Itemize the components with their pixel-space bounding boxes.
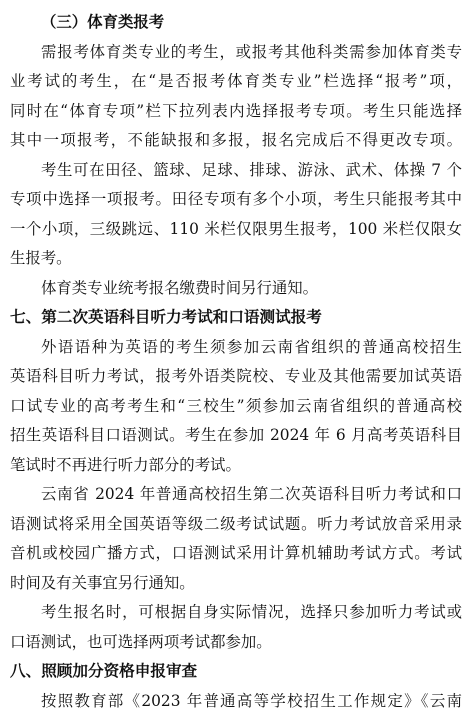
paragraph-line: 口试专业的高考考生和“三校生”须参加云南省组织的普通高校 (10, 392, 462, 422)
paragraph-line: 口语测试，也可选择两项考试都参加。 (10, 628, 462, 658)
paragraph-line: 语测试将采用全国英语等级二级考试试题。听力考试放音采用录 (10, 510, 462, 540)
paragraph-line: 外语语种为英语的考生须参加云南省组织的普通高校招生 (10, 333, 462, 363)
paragraph-line: 生报考。 (10, 244, 462, 274)
paragraph-line: 考生可在田径、篮球、足球、排球、游泳、武术、体操 7 个 (10, 156, 462, 186)
section-heading: 七、第二次英语科目听力考试和口语测试报考 (10, 303, 462, 333)
paragraph-line: 体育类专业统考报名缴费时间另行通知。 (10, 274, 462, 304)
paragraph-line: 云南省 2024 年普通高校招生第二次英语科目听力考试和口 (10, 480, 462, 510)
paragraph-line: 音机或校园广播方式，口语测试采用计算机辅助考试方式。考试 (10, 539, 462, 569)
paragraph-line: 其中一项报考，不能缺报和多报，报名完成后不得更改专项。 (10, 126, 462, 156)
paragraph-line: 按照教育部《2023 年普通高等学校招生工作规定》《云南 (10, 687, 462, 716)
paragraph-line: 英语科目听力考试，报考外语类院校、专业及其他需要加试英语 (10, 362, 462, 392)
paragraph-line: 需报考体育类专业的考生，或报考其他科类需参加体育类专 (10, 38, 462, 68)
section-heading: 八、照顾加分资格申报审查 (10, 657, 462, 687)
paragraph-line: 业考试的考生，在“是否报考体育类专业”栏选择“报考”项， (10, 67, 462, 97)
paragraph-line: 笔试时不再进行听力部分的考试。 (10, 451, 462, 481)
paragraph-line: 考生报名时，可根据自身实际情况，选择只参加听力考试或 (10, 598, 462, 628)
paragraph-line: 专项中选择一项报考。田径专项有多个小项，考生只能报考其中 (10, 185, 462, 215)
paragraph-line: 时间及有关事宜另行通知。 (10, 569, 462, 599)
paragraph-line: 招生英语科目口语测试。考生在参加 2024 年 6 月高考英语科目 (10, 421, 462, 451)
paragraph-line: 一个小项，三级跳远、110 米栏仅限男生报考，100 米栏仅限女 (10, 215, 462, 245)
paragraph-line: 同时在“体育专项”栏下拉列表内选择报考专项。考生只能选择 (10, 97, 462, 127)
subsection-title: （三）体育类报考 (10, 8, 462, 38)
